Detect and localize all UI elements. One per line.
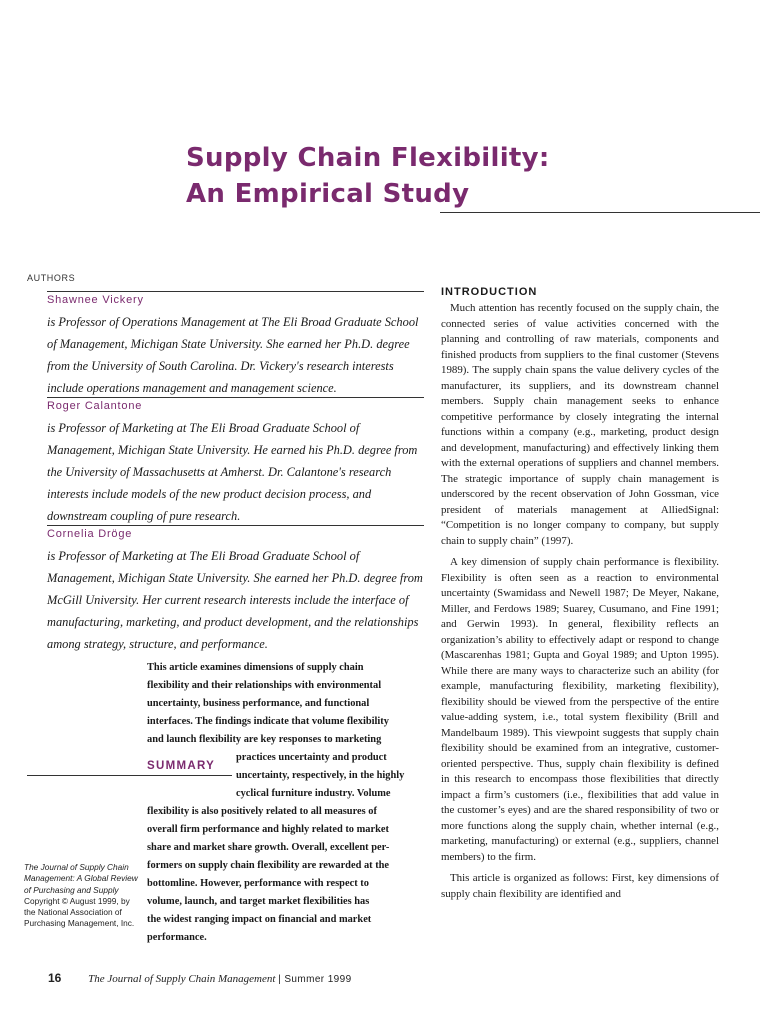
summary-line: share and market share growth. Overall, excellent per- xyxy=(147,842,390,853)
title-line-2: An Empirical Study xyxy=(186,179,470,209)
author-name: Roger Calantone xyxy=(47,400,143,412)
author-name: Shawnee Vickery xyxy=(47,294,144,306)
summary-line: flexibility and their relationships with environmental xyxy=(147,680,382,691)
introduction-body xyxy=(441,301,719,902)
page-number: 16 xyxy=(48,971,62,985)
summary-line: This article examines dimensions of supply chain xyxy=(147,662,364,673)
body-paragraph: A key dimension of supply chain performance is flexibility. Flexibility is often seen as a reaction to environmental uncertainty (Swamidass and Newell 1987; De Meyer, Nakane, Miller, and Ferdows 1989; Suarey, Cusumano, and Fine 1991; and Gerwin 1993). In general, flexibility reflects an organization’s ability to effectively adapt or respond to change (Mascarenhas 1981; Gupta and Goyal 1989; and Upton 1995). While there are many ways to characterize such an ability (for example, manufacturing flexibility, marketing flexibility), flexibility should be viewed from the perspective of the entire value-adding system, i.e., total system flexibility (Brill and Mandelbaum 1989). This viewpoint suggests that supply chain flexibility should be examined from an integrative, customer-oriented perspective. Thus, supply chain flexibility is defined in this research to encompass those flexibilities that directly impact a firm’s customers (i.e., flexibilities that add value in the customer’s eyes) and are the shared responsibility of two or more functions along the supply chain, whether internal (e.g., marketing, manufacturing) or external (e.g., suppliers, channel members) to the firm. xyxy=(441,556,719,863)
copyright-notice xyxy=(24,862,139,930)
author-bio: is Professor of Marketing at The Eli Broad Graduate School of Management, Michigan State University. He earned his Ph.D. degree from the University of Massachusetts at Amherst. Dr. Calantone's research interests include models of the new product decision process, and downstream coupling of pure research. xyxy=(47,421,418,523)
page-footer xyxy=(48,971,352,985)
body-paragraph: This article is organized as follows: First, key dimensions of supply chain flexibility are identified and xyxy=(441,872,719,900)
summary-line: overall firm performance and highly related to market xyxy=(147,824,389,835)
author-entry xyxy=(27,291,424,399)
title-divider xyxy=(440,212,760,213)
footer-issue: | Summer 1999 xyxy=(278,974,352,985)
footer-journal: The Journal of Supply Chain Management xyxy=(88,973,276,985)
summary-line: formers on supply chain flexibility are rewarded at the xyxy=(147,860,390,871)
summary-line: cyclical furniture industry. Volume xyxy=(236,788,391,799)
author-name: Cornelia Dröge xyxy=(47,528,133,540)
summary-line: volume, launch, and target market flexibilities has xyxy=(147,896,370,907)
summary-divider xyxy=(27,775,232,776)
author-entry xyxy=(27,397,424,527)
summary-line: and launch flexibility are key responses to marketing xyxy=(147,734,382,745)
introduction-heading: INTRODUCTION xyxy=(441,286,538,298)
summary-line: the widest ranging impact on financial and market xyxy=(147,914,372,925)
summary-line: uncertainty, business performance, and functional xyxy=(147,698,370,709)
author-divider xyxy=(47,397,424,398)
copyright-journal: The Journal of Supply Chain Management: A Global Review of Purchasing and Supply xyxy=(24,862,138,895)
author-divider xyxy=(47,291,424,292)
body-paragraph: Much attention has recently focused on the supply chain, the connected series of value activities concerned with the planning and controlling of raw materials, components and finished products from suppliers to the final customer (Stevens 1989). The supply chain spans the value delivery cycles of the manufacturer, its suppliers, and its downstream channel members. Supply chain management seeks to enhance competitive performance by closely integrating the internal functions within a company (e.g., marketing, product design and development, manufacturing) and effectively linking them with the external operations of suppliers and channel members. The strategic importance of supply chain management is underscored by the recent observation of John Gossman, vice president of materials management at AlliedSignal: “Competition is no longer company to company, but supply chain to supply chain” (1997). xyxy=(441,302,719,547)
summary-line: interfaces. The findings indicate that volume flexibility xyxy=(147,716,389,727)
summary-line: uncertainty, respectively, in the highly xyxy=(236,770,405,781)
summary-line: practices uncertainty and product xyxy=(236,752,387,763)
author-entry xyxy=(27,525,424,655)
summary-line: flexibility is also positively related to all measures of xyxy=(147,806,377,817)
summary-line: bottomline. However, performance with respect to xyxy=(147,878,369,889)
author-bio: is Professor of Operations Management at The Eli Broad Graduate School of Management, Michigan State University. She earned her Ph.D. degree from the University of South Carolina. Dr. Vickery's research interests include operations management and management science. xyxy=(47,315,419,395)
summary-line: performance. xyxy=(147,932,207,943)
summary-label: SUMMARY xyxy=(147,760,216,772)
article-title xyxy=(186,140,746,212)
author-divider xyxy=(47,525,424,526)
authors-heading: AUTHORS xyxy=(27,273,76,283)
copyright-text: Copyright © August 1999, by the National Association of Purchasing Management, Inc. xyxy=(24,895,135,929)
author-bio: is Professor of Marketing at The Eli Broad Graduate School of Management, Michigan State University. She earned her Ph.D. degree from McGill University. Her current research interests include the interface of manufacturing, marketing, and product development, and the relationships among strategy, structure, and performance. xyxy=(47,549,423,651)
title-line-1: Supply Chain Flexibility: xyxy=(186,143,550,173)
